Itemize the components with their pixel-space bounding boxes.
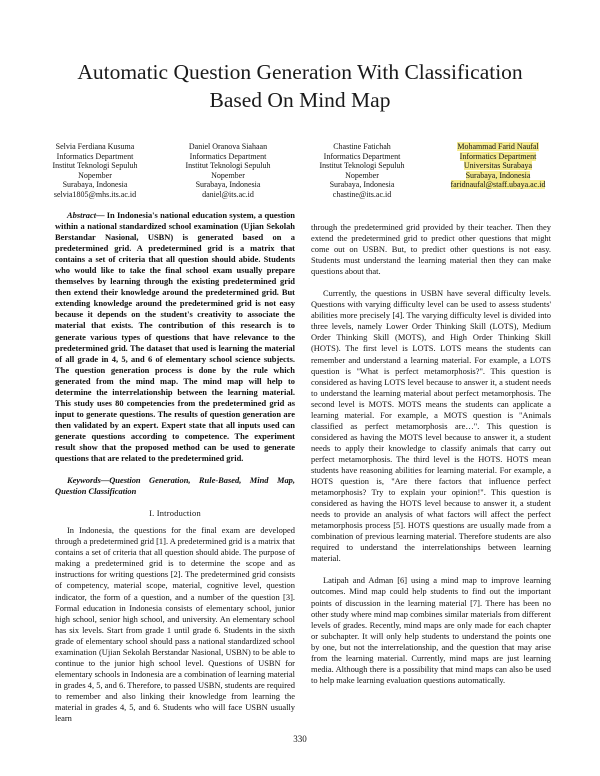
left-column <box>55 210 295 724</box>
author-name: Mohammad Farid Naufal <box>457 142 539 151</box>
paper-title-line-1: Automatic Question Generation With Classification <box>77 60 523 84</box>
author-inst-2: Nopember <box>211 170 245 180</box>
author-name: Selvia Ferdiana Kusuma <box>55 142 135 151</box>
author-1 <box>40 142 150 200</box>
right-paragraph-3: Latipah and Adman [6] using a mind map to improve learning outcomes. Mind map could help students to find out the important points of discussion in the learning material [7]. There has been no other study where mind map combines similar materials from different levels of grades. Recently, mind maps are only made for each chapter or subchapter. It will only help students to understand the points one by one, but not the interrelationship, and the question that may arise from the learning material. Currently, mind maps are just learning media. Although there is a possibility that mind maps can also be used to help make learning evaluation questions automatically. <box>311 575 551 685</box>
author-dept: Informatics Department <box>323 151 401 161</box>
author-4-highlighted <box>438 142 558 190</box>
author-inst: Universitas Surabaya <box>463 161 533 171</box>
author-city: Surabaya, Indonesia <box>195 180 261 190</box>
section-heading-introduction: I. Introduction <box>149 508 201 519</box>
abstract-label: Abstract <box>67 210 97 220</box>
author-inst-2: Nopember <box>345 170 379 180</box>
author-dept: Informatics Department <box>189 151 267 161</box>
paper-title-line-2: Based On Mind Map <box>209 88 391 112</box>
right-column <box>311 222 551 686</box>
author-dept: Informatics Department <box>459 151 537 161</box>
author-inst: Institut Teknologi Sepuluh <box>52 161 138 171</box>
author-email: chastine@its.ac.id <box>332 189 392 199</box>
author-block <box>40 142 560 202</box>
author-inst: Institut Teknologi Sepuluh <box>185 161 271 171</box>
author-3 <box>307 142 417 200</box>
paper-title <box>40 58 560 114</box>
author-inst-2: Nopember <box>78 170 112 180</box>
right-paragraph-1: through the predetermined grid provided by their teacher. Then they extend the predetermined grid to predict other questions that might come out on USBN. But, to predict other questions is not easy. Students must understand the learning material then they can make questions about that. <box>311 222 551 277</box>
right-paragraph-2: Currently, the questions in USBN have several difficulty levels. Questions with varying difficulty level can be used to assess students' abilities more precisely [4]. The varying difficulty level is divided into three levels, namely Lower Order Thinking Skill (LOTS), Medium Order Thinking Skill (MOTS), and High Order Thinking Skill (HOTS). The first level is LOTS. LOTS means the students can remember and understand a learning material. For example, a LOTS question is "What is perfect metamorphosis?". This question is considered as having LOTS level because to answer it, a student needs to understand the learning material about perfect metamorphosis. The second level is MOTS. MOTS means the students can applicate a learning material. For example, a MOTS question is "Animals classified as perfect metamorphosis are…". This question is considered as having the MOTS level because to answer it, a student needs to apply their knowledge to classify animals that carry out perfect metamorphosis. The third level is the HOTS. HOTS mean students have reasoning abilities for learning material. For example, a HOTS question is, "Are there factors that influence perfect metamorphosis? Try to explain your opinion!". This question is considered as having the HOTS level because to answer it, a student needs to provide an analysis of what factors will affect the perfect metamorphosis process [5]. HOTS questions are usually made from a combination of previous learning material. Therefore students are also required to understand the interrelationships between learning material. <box>311 288 551 564</box>
author-email: faridnaufal@staff.ubaya.ac.id <box>450 180 546 190</box>
author-dept: Informatics Department <box>56 151 134 161</box>
author-2 <box>173 142 283 200</box>
intro-paragraph-1: In Indonesia, the questions for the final exam are developed through a predetermined grid [1]. A predetermined grid is a matrix that contains a set of criteria that all question should abide. The purpose of making a predetermined grid is to determine the scope and as instructions for writing questions [2]. The predetermined grid consists of competency, material scope, material, cognitive level, question indicator, the form of a question, and a number of the question [3]. Formal education in Indonesia consists of elementary school, junior high school, senior high school, and university. An elementary school has six levels. Start from grade 1 until grade 6. Students in the sixth grade of elementary school should pass a national standardized school examination (Ujian Sekolah Berstandar Nasional, USBN) to be able to continue to the junior high school level. Questions of USBN for elementary schools in Indonesia are a combination of learning material in grades 4, 5, and 6. Therefore, to passed USBN, students are required to remember and also linking their knowledge from learning the material in grades 4, 5, and 6. Students who will face USBN usually learn <box>55 525 296 724</box>
author-city: Surabaya, Indonesia <box>329 180 395 190</box>
author-city: Surabaya, Indonesia <box>465 170 531 180</box>
author-city: Surabaya, Indonesia <box>62 180 128 190</box>
author-inst: Institut Teknologi Sepuluh <box>319 161 405 171</box>
keywords: Keywords—Question Generation, Rule-Based, Mind Map, Question Classification <box>55 475 295 497</box>
author-email: selvia1805@mhs.its.ac.id <box>53 189 137 199</box>
page-number: 330 <box>293 734 307 744</box>
abstract <box>55 210 295 464</box>
author-email: daniel@its.ac.id <box>202 189 254 199</box>
abstract-text: — In Indonesia's national education system, a question within a national standardized school examination (Ujian Sekolah Berstandar Nasional, USBN) is generated based on a predetermined grid. A predetermined grid is a matrix that contains a set of criteria that all question should abide. Students who would like to take the final school exam usually prepare themselves by learning through the existing predetermined grid then extend their knowledge around the predetermined grid. But extending knowledge around the predetermined grid is not easy because it depends on the student's creativity to associate the material that exists. The contribution of this research is to generate various types of questions that have relevance to the predetermined grid. The dataset that used is learning the material of all grade in 4, 5, and 6 of elementary school science subjects. The question generation process is done by the rule which generated from the mind map. The mind map will help to determine the interrelationship between the learning material. This study uses 80 competencies from the predetermined grid as input to generate questions. The results of question generation are then validated by an expert. Expert state that all inputs used can generate questions according to competence. The experiment result show that the proposed method can be used to generate questions that are related to the predetermined grid. <box>55 210 295 464</box>
author-name: Daniel Oranova Siahaan <box>188 142 268 151</box>
author-name: Chastine Fatichah <box>333 142 391 151</box>
